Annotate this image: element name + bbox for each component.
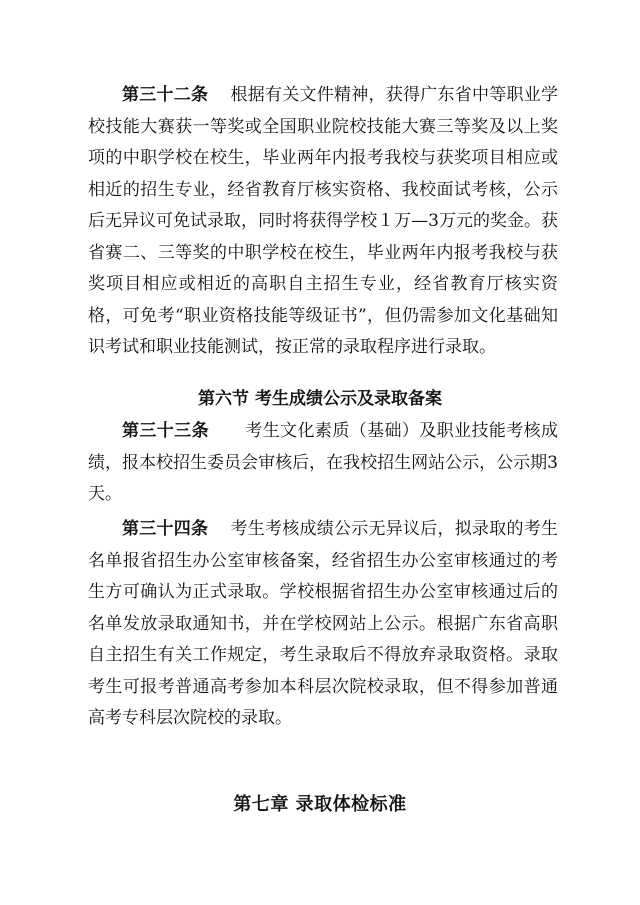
article-32-paragraph	[88, 80, 558, 364]
chapter-7-heading: 第七章 录取体检标准	[233, 794, 407, 815]
article-33-text: 考生文化素质（基础）及职业技能考核成绩，报本校招生委员会审核后，在我校招生网站公示，公示期3天。	[88, 421, 559, 504]
article-32-label: 第三十二条	[122, 85, 209, 105]
article-34-text: 考生考核成绩公示无异议后，拟录取的考生名单报省招生办公室审核备案，经省招生办公室审核通过的考生方可确认为正式录取。学校根据省招生办公室审核通过后的名单发放录取通知书，并在学校网站上公示。根据广东省高职自主招生有关工作规定，考生录取后不得放弃录取资格。录取考生可报考普通高考参加本科层次院校录取，但不得参加普通高考专科层次院校的录取。	[88, 519, 558, 728]
article-32-text: 根据有关文件精神，获得广东省中等职业学校技能大赛获一等奖或全国职业院校技能大赛三等奖及以上奖项的中职学校在校生，毕业两年内报考我校与获奖项目相应或相近的招生专业，经省教育厅核实资格、我校面试考核，公示后无异议可免试录取，同时将获得学校１万—3万元的奖金。获省赛二、三等奖的中职学校在校生，毕业两年内报考我校与获奖项目相应或相近的高职自主招生专业，经省教育厅核实资格，可免考“职业资格技能等级证书”，但仍需参加文化基础知识考试和职业技能测试，按正常的录取程序进行录取。	[88, 85, 558, 357]
article-33-paragraph	[88, 416, 558, 511]
article-34-label: 第三十四条	[122, 519, 209, 539]
article-33-label: 第三十三条	[122, 421, 209, 441]
section-6-heading: 第六节 考生成绩公示及录取备案	[198, 389, 442, 409]
article-34-paragraph	[88, 514, 558, 735]
